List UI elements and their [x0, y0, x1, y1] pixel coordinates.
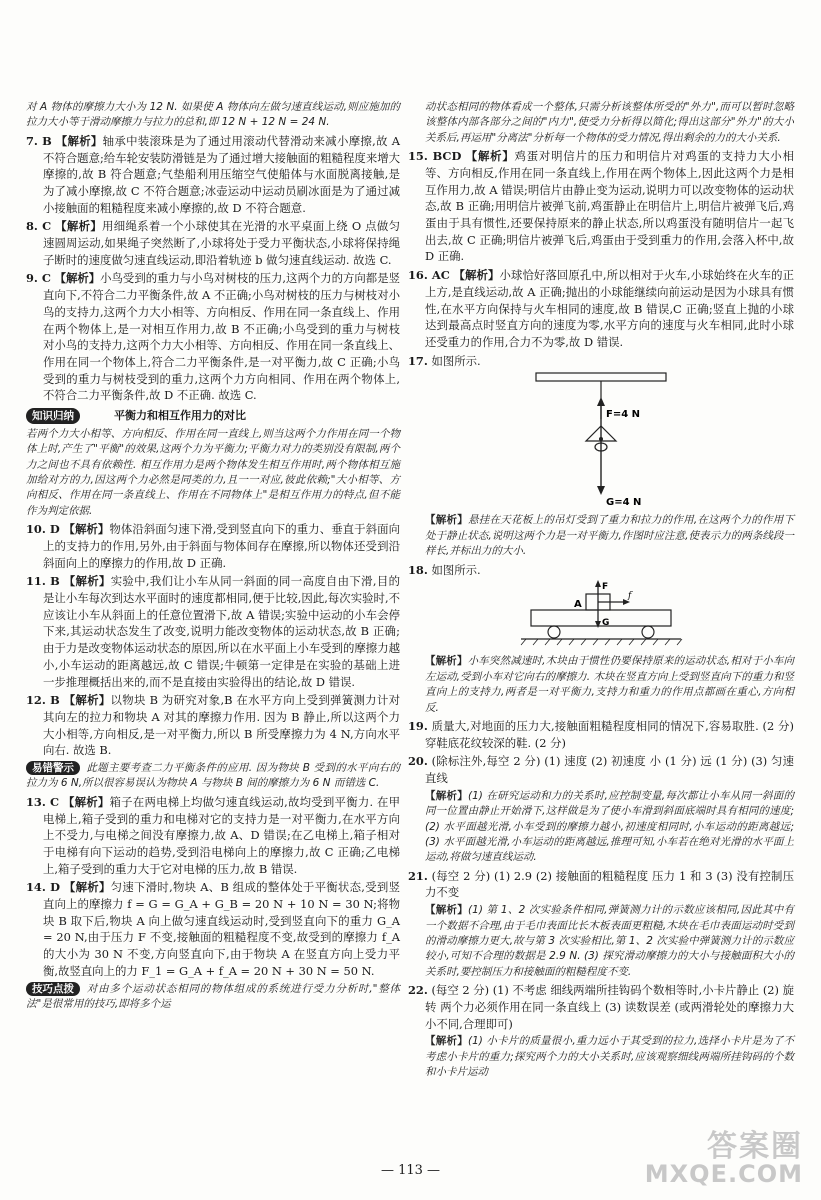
watermark-url: MXQE.COM: [644, 1160, 803, 1188]
answer-16: [408, 267, 794, 351]
answer-number: 17.: [408, 353, 428, 368]
hanging-lamp-force-diagram: [526, 371, 676, 511]
answer-21: [408, 868, 794, 901]
answer-20-analysis: [408, 789, 794, 866]
answer-number: 22.: [408, 983, 428, 998]
analysis-tag: 【解析】: [425, 655, 468, 668]
error-warning-text: 此题主要考查二力平衡条件的应用. 因为物块 B 受到的水平向右的拉力为 6 N,所以很容易误认为物块 A 与物块 B 间的摩擦力为 6 N 而错选 C.: [26, 762, 400, 790]
answer-number: 16. AC: [408, 268, 450, 283]
answer-9: [26, 270, 400, 404]
answer-text: 物体沿斜面匀速下滑,受到竖直向下的重力、垂直于斜面向上的支持力的作用,另外,由于斜面与物体间存在摩擦,所以物体还受到沿斜面向上的摩擦力的作用,故 D 正确.: [43, 522, 400, 570]
error-warning-box: [26, 761, 400, 792]
answer-12: [26, 692, 400, 759]
analysis-text: 悬挂在天花板上的吊灯受到了重力和拉力的作用,在这两个力的作用下处于静止状态,说明这两个力是一对平衡力,作图时应注意,使表示力的两条线段一样长,并标出力的大小.: [425, 514, 795, 558]
analysis-tag: 【解析】: [63, 693, 111, 708]
friction-force-label: f: [628, 591, 632, 602]
gravity-force-label: G=4 N: [606, 497, 642, 509]
answer-text: 质量大,对地面的压力大,接触面粗糙程度相同的情况下,容易取胜. (2 分) 穿鞋底花纹较深的鞋. (2 分): [425, 718, 794, 750]
answer-text: (每空 2 分) (1) 2.9 (2) 接触面的粗糙程度 压力 1 和 3 (3) 没有控制压力不变: [425, 868, 794, 900]
answer-14: [26, 879, 400, 979]
right-wheel: [642, 626, 654, 638]
gravity-force-label: G: [602, 618, 610, 629]
left-wheel: [548, 626, 560, 638]
left-column: [26, 100, 400, 1014]
answer-19: [408, 718, 794, 751]
answer-text: 实验中,我们让小车从同一斜面的同一高度自由下滑,目的是让小车每次到达水平面时的速度都相同,便于比较,因此,每次实验时,不应该让小车从斜面上的任意位置滑下,故 A 错误;实验中运动的小车会停下来,其运动状态发生了改变,说明力能改变物体的运动状态,故 B 正确;由于力是改变物体运动状态的原因,所以在水平面上小车受到的摩擦力越小,小车运动的距离越远,故 C 错误;牛顿第一定律是在实验的基础上进一步推理概括出来的,而不是直接由实验得出的结论,故 D 错误.: [43, 574, 400, 689]
skill-tip-box: [26, 982, 400, 1013]
answer-number: 7. B: [26, 133, 52, 148]
page-number: — 113 —: [380, 1163, 441, 1178]
site-watermark: [644, 1129, 803, 1188]
answer-number: 19.: [408, 718, 428, 733]
answer-number: 14. D: [26, 880, 60, 895]
answer-15: [408, 148, 794, 265]
ground-hatching: [521, 639, 682, 645]
answer-22: [408, 982, 794, 1032]
tension-arrowhead-icon: [597, 397, 605, 406]
analysis-text: 小车突然减速时,木块由于惯性仍要保持原来的运动状态,相对于小车向左运动,受到小车对它向右的摩擦力. 木块在竖直方向上受到竖直向下的重力和竖直向上的支持力,两者是一对平衡力,支持力和重力的作用点都画在重心,方向相反.: [425, 655, 794, 714]
skill-tip-continued: 动状态相同的物体看成一个整体,只需分析该整体所受的"外力",而可以暂时忽略该整体内部各部分之间的"内力",使受力分析得以简化;得出这部分"外力"的大小关系后,再运用"分离法"分析每一个物体的受力情况,得出剩余的力的大小关系.: [425, 101, 794, 144]
answer-number: 15. BCD: [408, 149, 462, 164]
answer-17-analysis: [408, 513, 794, 559]
answer-18-analysis: [408, 654, 794, 716]
gravity-arrowhead-icon: [595, 621, 601, 628]
tension-force-label: F=4 N: [606, 409, 641, 421]
answer-text: 用细绳系着一个小球使其在光滑的水平桌面上绕 O 点做匀速圆周运动,如果绳子突然断了,小球将处于受力平衡状态,小球将保持绳子断时的速度做匀速直线运动,即沿着轨迹 b 做匀速直线运动. 故选 C.: [43, 219, 400, 267]
answer-number: 10. D: [26, 522, 60, 537]
answer-text: 小鸟受到的重力与小鸟对树枝的压力,这两个力的方向都是竖直向下,不符合二力平衡条件,故 A 不正确;小鸟对树枝的压力与树枝对小鸟的支持力,这两个力大小相等、方向相反、作用在同一条直线上、作用在两个物体上,是一对相互作用力,故 B 不正确;小鸟受到的重力与树枝对小鸟的支持力,这两个力大小相等、方向相反、作用在同一条直线上、作用在同一个物体上,符合二力平衡条件,是一对平衡力,故 C 正确;小鸟受到的重力与树枝受到的重力,这两个力方向相同、作用在两个物体上,不符合二力平衡条件,故 D 不正确. 故选 C.: [43, 271, 400, 403]
intro-text: 对 A 物体的摩擦力大小为 12 N. 如果使 A 物体向左做匀速直线运动,则应施加的拉力大小等于滑动摩擦力与拉力的总和,即 12 N + 12 N = 24 N.: [26, 101, 400, 129]
answer-text: 轴承中装滚珠是为了通过用滚动代替滑动来减小摩擦,故 A 不符合题意;给车轮安装防滑链是为了通过增大接触面的粗糙程度来增大摩擦的,故 B 符合题意;气垫船利用压缩空气使船体与水面脱离接触,是为了减小摩擦,故 C 不符合题意;冰壶运动中运动员刷冰面是为了通过减小接触面的粗糙程度来减小摩擦的,故 D 不符合题意.: [43, 133, 400, 215]
answer-text: 如图所示.: [431, 562, 481, 577]
answer-text: 以物块 B 为研究对象,B 在水平方向上受到弹簧测力计对其向左的拉力和物块 A 对其的摩擦力作用. 因为 B 静止,所以这两个力大小相等,方向相反,是一对平衡力,所以 B 所受摩擦力为 4 N,方向水平向右. 故选 B.: [43, 693, 400, 758]
answer-text: (除标注外,每空 2 分) (1) 速度 (2) 初速度 小 (1 分) 远 (1 分) (3) 匀速直线: [425, 754, 794, 786]
answer-text: 匀速下滑时,物块 A、B 组成的整体处于平衡状态,受到竖直向上的摩擦力 f = G = G_A + G_B = 20 N + 10 N = 30 N;将物块 B 取下后,物块 A 向上做匀速直线运动时,受到竖直向下的重力 G_A = 20 N,由于压力 F 不变,接触面的粗糙程度不变,故受到的摩擦力 f_A 的大小为 30 N 不变,方向竖直向下,由于物块 A 在竖直方向上受力平衡,故竖直向上的力 F_1 = G_A + f_A = 20 N + 30 N = 50 N.: [43, 880, 400, 978]
knowledge-box-text: 若两个力大小相等、方向相反、作用在同一直线上,则当这两个力作用在同一个物体上时,产生了"平衡"的效果,这两个力为平衡力;平衡力对力的类别没有限制,两个力之间也不具有依赖性. 相互作用力是两个物体发生相互作用时,两个物体相互施加给对方的力,因这两个力必然是同类的力,且一一对应,彼此依赖;"大小相等、方向相反、作用在同一条直线上、作用在不同物体上"是相互作用力的特点,但不能作为判定依据.: [26, 427, 400, 517]
answer-text: (每空 2 分) (1) 不考虑 细线两端所挂钩码个数相等时,小卡片静止 (2) 旋转 两个力必须作用在同一条直线上 (3) 读数误差 (或两滑轮处的摩擦力大小不同,合理即可): [425, 983, 795, 1031]
support-arrowhead-icon: [595, 580, 601, 587]
support-force-label: F: [602, 582, 609, 593]
answer-number: 18.: [408, 562, 428, 577]
answer-20: [408, 753, 794, 786]
analysis-tag: 【解析】: [465, 149, 515, 164]
analysis-tag: 【解析】: [55, 133, 103, 148]
analysis-tag: 【解析】: [63, 522, 110, 537]
answer-number: 11. B: [26, 574, 60, 589]
answer-8: [26, 218, 400, 268]
answer-13: [26, 794, 400, 878]
answer-number: 20.: [408, 754, 428, 769]
block-label: A: [574, 599, 582, 611]
answer-22-analysis: [408, 1034, 794, 1080]
answer-11: [26, 573, 400, 690]
cart-block-force-diagram: [516, 580, 686, 652]
answer-text: 鸡蛋对明信片的压力和明信片对鸡蛋的支持力大小相等、方向相反,作用在同一条直线上,作用在两个物体上,因此这两个力是相互作用力,故 A 错误;明信片由静止变为运动,说明力可以改变物体的运动状态,故 B 正确;用明信片被弹飞前,鸡蛋静止在明信片上,明信片被弹飞后,鸡蛋由于具有惯性,还要保持原来的静止状态,所以鸡蛋没有随明信片一起飞出去,故 C 正确;明信片被弹飞后,鸡蛋由于受到重力的作用,会落入杯中,故 D 正确.: [425, 149, 794, 264]
answer-number: 21.: [408, 868, 428, 883]
answer-text: 箱子在两电梯上均做匀速直线运动,故均受到平衡力. 在甲电梯上,箱子受到的重力和电梯对它的支持力是一对平衡力,在水平方向上不受力,与电梯之间没有摩擦力,故 A、D 错误;在乙电梯上,箱子相对于电梯有向下运动的趋势,受到沿电梯向上的摩擦力,故 C 正确;乙电梯上,箱子受到的重力大于它对电梯的压力,故 B 错误.: [43, 794, 400, 876]
answer-21-analysis: [408, 903, 794, 980]
gravity-arrowhead-icon: [597, 486, 605, 495]
skill-tip-badge: 技巧点拨: [26, 982, 80, 996]
knowledge-box-title: 平衡力和相互作用力的对比: [114, 409, 246, 423]
analysis-text: (1) 在研究运动和力的关系时,应控制变量,每次都让小车从同一斜面的同一位置由静止开始滑下,这样做是为了使小车滑到斜面底端时具有相同的速度;(2) 水平面越光滑,小车受到的摩擦力越小,初速度相同时,小车运动的距离越远;(3) 水平面越光滑,小车运动的距离越远,推理可知,小车若在绝对光滑的水平面上运动,将做匀速直线运动.: [425, 789, 795, 864]
skill-tip-text: 对由多个运动状态相同的物体组成的系统进行受力分析时,"整体法"是很常用的技巧,即将多个运: [26, 982, 400, 1010]
answer-number: 12. B: [26, 693, 60, 708]
analysis-tag: 【解析】: [63, 880, 111, 895]
knowledge-box-header: [26, 408, 400, 425]
analysis-tag: 【解析】: [425, 904, 469, 917]
analysis-tag: 【解析】: [62, 794, 110, 809]
cart-body: [531, 610, 671, 629]
answer-7: [26, 133, 400, 217]
ceiling-board: [536, 373, 666, 381]
answer-number: 13. C: [26, 794, 60, 809]
analysis-tag: 【解析】: [55, 219, 103, 234]
error-warning-badge: 易错警示: [26, 761, 80, 775]
analysis-tag: 【解析】: [54, 271, 101, 286]
analysis-text: (1) 第 1、2 次实验条件相同,弹簧测力计的示数应该相同,因此其中有一个数据不合理,由于毛巾表面比长木板表面更粗糙,木块在毛巾表面运动时受到的滑动摩擦力更大,故与第 3 次实验相比,第 1、2 次实验中弹簧测力计的示数应较小,可知不合理的数据是 2.9 N. (3) 探究滑动摩擦力的大小与接触面积大小的关系时,要控制压力和接触面的粗糙程度不变.: [425, 904, 795, 978]
knowledge-summary-badge: 知识归纳: [26, 408, 80, 424]
analysis-tag: 【解析】: [453, 268, 500, 283]
answer-17: [408, 353, 794, 370]
watermark-logo-text: 答案圈: [707, 1129, 803, 1164]
analysis-tag: 【解析】: [63, 574, 111, 589]
answer-number: 9. C: [26, 271, 51, 286]
answer-18: [408, 562, 794, 579]
answer-text: 小球恰好落回原孔中,所以相对于火车,小球始终在火车的正上方,是直线运动,故 A 正确;抛出的小球能继续向前运动是因为小球具有惯性,在水平方向保持与火车相同的速度,故 B 错误,C 正确;竖直上抛的小球达到最高点时竖直方向的速度为零,水平方向的速度与火车相同,此时小球还受重力的作用,合力不为零,故 D 错误.: [425, 268, 794, 349]
analysis-tag: 【解析】: [425, 789, 468, 802]
answer-number: 8. C: [26, 219, 52, 234]
analysis-text: (1) 小卡片的质量很小,重力远小于其受到的拉力,选择小卡片是为了不考虑小卡片的重力;探究两个力的大小关系时,应该观察细线两端所挂钩码的个数和小卡片运动: [425, 1035, 795, 1079]
right-column: [408, 100, 794, 1083]
answer-text: 如图所示.: [431, 353, 481, 368]
analysis-tag: 【解析】: [425, 514, 469, 527]
answer-10: [26, 521, 400, 571]
analysis-tag: 【解析】: [425, 1035, 468, 1048]
